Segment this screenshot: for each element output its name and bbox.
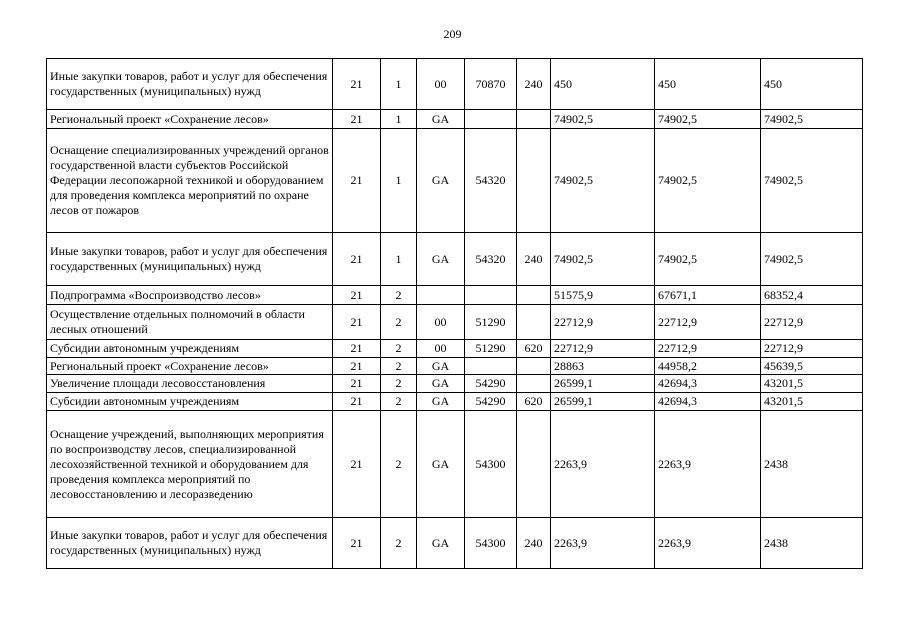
cell-direction: 54300 xyxy=(465,411,517,518)
cell-chapter: 21 xyxy=(333,375,381,393)
cell-amount-1: 74902,5 xyxy=(551,110,655,129)
table-row xyxy=(47,340,863,358)
cell-amount-2: 42694,3 xyxy=(655,375,761,393)
cell-direction: 51290 xyxy=(465,340,517,358)
cell-amount-1: 26599,1 xyxy=(551,393,655,411)
cell-amount-2: 2263,9 xyxy=(655,518,761,569)
cell-amount-2: 2263,9 xyxy=(655,411,761,518)
budget-table xyxy=(46,58,863,569)
cell-amount-2: 44958,2 xyxy=(655,358,761,375)
cell-amount-1: 22712,9 xyxy=(551,305,655,340)
cell-amount-1: 2263,9 xyxy=(551,518,655,569)
cell-subprogram: 2 xyxy=(381,358,417,375)
cell-name: Осуществление отдельных полномочий в области лесных отношений xyxy=(47,305,333,340)
cell-amount-2: 22712,9 xyxy=(655,305,761,340)
cell-name: Подпрограмма «Воспроизводство лесов» xyxy=(47,286,333,305)
table-row xyxy=(47,59,863,110)
cell-project: GA xyxy=(417,358,465,375)
cell-amount-3: 74902,5 xyxy=(761,110,863,129)
cell-expense-type: 620 xyxy=(517,340,551,358)
cell-amount-3: 22712,9 xyxy=(761,305,863,340)
cell-name: Иные закупки товаров, работ и услуг для обеспечения государственных (муниципальных) нужд xyxy=(47,518,333,569)
table-row xyxy=(47,393,863,411)
cell-amount-3: 450 xyxy=(761,59,863,110)
cell-project: GA xyxy=(417,375,465,393)
table-row xyxy=(47,411,863,518)
cell-amount-3: 2438 xyxy=(761,411,863,518)
cell-direction: 51290 xyxy=(465,305,517,340)
cell-project: 00 xyxy=(417,305,465,340)
cell-project: GA xyxy=(417,110,465,129)
cell-amount-3: 68352,4 xyxy=(761,286,863,305)
cell-direction xyxy=(465,358,517,375)
cell-expense-type xyxy=(517,110,551,129)
table-row xyxy=(47,233,863,286)
table-body xyxy=(47,59,863,569)
cell-name: Субсидии автономным учреждениям xyxy=(47,393,333,411)
cell-project: 00 xyxy=(417,59,465,110)
cell-amount-3: 2438 xyxy=(761,518,863,569)
cell-amount-1: 74902,5 xyxy=(551,129,655,233)
cell-direction: 54320 xyxy=(465,233,517,286)
cell-name: Иные закупки товаров, работ и услуг для обеспечения государственных (муниципальных) нужд xyxy=(47,59,333,110)
cell-amount-1: 51575,9 xyxy=(551,286,655,305)
cell-expense-type xyxy=(517,411,551,518)
cell-amount-2: 67671,1 xyxy=(655,286,761,305)
cell-expense-type xyxy=(517,129,551,233)
cell-expense-type xyxy=(517,375,551,393)
cell-direction xyxy=(465,110,517,129)
cell-expense-type: 240 xyxy=(517,518,551,569)
cell-amount-2: 450 xyxy=(655,59,761,110)
cell-amount-2: 74902,5 xyxy=(655,233,761,286)
cell-expense-type: 240 xyxy=(517,59,551,110)
cell-direction: 54290 xyxy=(465,393,517,411)
cell-name: Оснащение специализированных учреждений органов государственной власти субъектов Российской Федерации лесопожарной техникой и оборудованием для проведения комплекса мероприятий по охране лесов от пожаров xyxy=(47,129,333,233)
cell-expense-type xyxy=(517,358,551,375)
cell-subprogram: 1 xyxy=(381,59,417,110)
cell-chapter: 21 xyxy=(333,358,381,375)
cell-project: GA xyxy=(417,518,465,569)
cell-subprogram: 1 xyxy=(381,110,417,129)
cell-amount-1: 28863 xyxy=(551,358,655,375)
table-row xyxy=(47,305,863,340)
cell-direction: 70870 xyxy=(465,59,517,110)
cell-direction: 54290 xyxy=(465,375,517,393)
cell-amount-2: 42694,3 xyxy=(655,393,761,411)
cell-subprogram: 2 xyxy=(381,340,417,358)
cell-direction: 54300 xyxy=(465,518,517,569)
cell-expense-type: 240 xyxy=(517,233,551,286)
cell-amount-3: 43201,5 xyxy=(761,393,863,411)
table-row xyxy=(47,129,863,233)
cell-direction xyxy=(465,286,517,305)
cell-name: Иные закупки товаров, работ и услуг для обеспечения государственных (муниципальных) нужд xyxy=(47,233,333,286)
cell-chapter: 21 xyxy=(333,233,381,286)
cell-amount-3: 74902,5 xyxy=(761,233,863,286)
cell-subprogram: 2 xyxy=(381,375,417,393)
cell-project xyxy=(417,286,465,305)
cell-chapter: 21 xyxy=(333,286,381,305)
cell-chapter: 21 xyxy=(333,59,381,110)
cell-name: Региональный проект «Сохранение лесов» xyxy=(47,358,333,375)
cell-amount-3: 43201,5 xyxy=(761,375,863,393)
page-number: 209 xyxy=(443,27,462,41)
cell-chapter: 21 xyxy=(333,411,381,518)
cell-amount-1: 74902,5 xyxy=(551,233,655,286)
cell-expense-type: 620 xyxy=(517,393,551,411)
table-row xyxy=(47,286,863,305)
cell-chapter: 21 xyxy=(333,340,381,358)
table-row xyxy=(47,518,863,569)
cell-direction: 54320 xyxy=(465,129,517,233)
cell-name: Оснащение учреждений, выполняющих мероприятия по воспроизводству лесов, специализированной лесохозяйственной техникой и оборудованием для проведения комплекса мероприятий по лесовосстановлению и лесоразведению xyxy=(47,411,333,518)
cell-chapter: 21 xyxy=(333,393,381,411)
cell-chapter: 21 xyxy=(333,518,381,569)
cell-project: GA xyxy=(417,393,465,411)
cell-subprogram: 2 xyxy=(381,286,417,305)
table-row xyxy=(47,358,863,375)
cell-project: GA xyxy=(417,411,465,518)
cell-amount-3: 22712,9 xyxy=(761,340,863,358)
cell-amount-1: 22712,9 xyxy=(551,340,655,358)
cell-name: Субсидии автономным учреждениям xyxy=(47,340,333,358)
cell-subprogram: 1 xyxy=(381,233,417,286)
cell-amount-2: 74902,5 xyxy=(655,110,761,129)
cell-amount-1: 26599,1 xyxy=(551,375,655,393)
table-row xyxy=(47,110,863,129)
cell-amount-2: 22712,9 xyxy=(655,340,761,358)
cell-amount-2: 74902,5 xyxy=(655,129,761,233)
cell-expense-type xyxy=(517,286,551,305)
cell-amount-1: 2263,9 xyxy=(551,411,655,518)
cell-chapter: 21 xyxy=(333,110,381,129)
cell-project: GA xyxy=(417,129,465,233)
cell-subprogram: 2 xyxy=(381,411,417,518)
cell-subprogram: 2 xyxy=(381,393,417,411)
cell-chapter: 21 xyxy=(333,129,381,233)
table-row xyxy=(47,375,863,393)
cell-project: 00 xyxy=(417,340,465,358)
cell-amount-3: 74902,5 xyxy=(761,129,863,233)
cell-chapter: 21 xyxy=(333,305,381,340)
cell-subprogram: 1 xyxy=(381,129,417,233)
cell-subprogram: 2 xyxy=(381,305,417,340)
cell-name: Увеличение площади лесовосстановления xyxy=(47,375,333,393)
cell-expense-type xyxy=(517,305,551,340)
cell-name: Региональный проект «Сохранение лесов» xyxy=(47,110,333,129)
cell-amount-3: 45639,5 xyxy=(761,358,863,375)
cell-project: GA xyxy=(417,233,465,286)
cell-amount-1: 450 xyxy=(551,59,655,110)
cell-subprogram: 2 xyxy=(381,518,417,569)
